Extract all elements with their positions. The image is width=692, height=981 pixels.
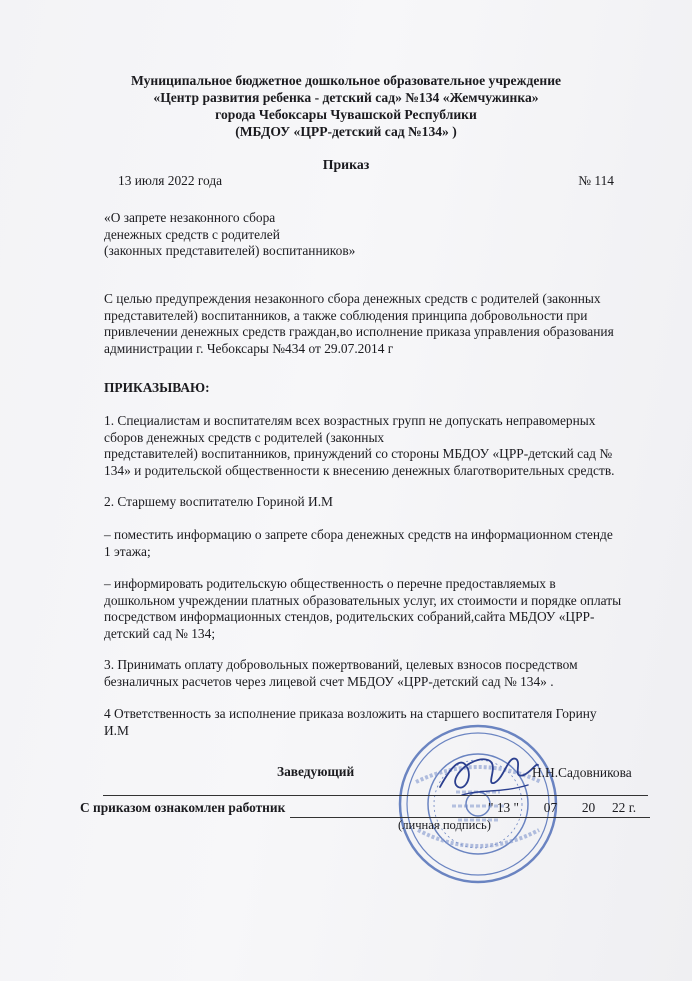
item-2b-line: дошкольном учреждении платных образовательных услуг, их стоимости и порядке оплаты: [104, 592, 622, 608]
item-2b-line: – информировать родительскую общественность о перечне предоставляемых в: [104, 576, 556, 591]
item-4-paragraph: [104, 706, 644, 739]
item-4-line: 4 Ответственность за исполнение приказа возложить на старшего воспитателя Горину: [104, 706, 597, 721]
item-2a-line: – поместить информацию о запрете сбора денежных средств на информационном стенде: [104, 527, 613, 542]
acknowledgement-date: [488, 800, 636, 816]
preamble-line: С целью предупреждения незаконного сбора денежных средств с родителей (законных: [104, 291, 601, 306]
item-3-paragraph: [104, 657, 644, 690]
item-1-line: 134» и родительской общественности к внесению денежных благотворительных средств.: [104, 462, 615, 478]
item-2b-paragraph: [104, 576, 644, 642]
item-3-line: безналичных расчетов через лицевой счет МБДОУ «ЦРР-детский сад № 134» .: [104, 673, 554, 689]
ack-month: 07: [543, 800, 558, 815]
item-2a-line: 1 этажа;: [104, 543, 151, 559]
ack-day: " 13 ": [488, 800, 520, 815]
item-2-heading: 2. Старшему воспитателю Гориной И.М: [104, 494, 333, 509]
subject-line-2: денежных средств с родителей: [104, 226, 280, 242]
order-word: ПРИКАЗЫВАЮ:: [104, 380, 210, 395]
preamble-line: представителей) воспитанников, а также соблюдения принципа добровольности при: [104, 307, 588, 323]
header-line-2: «Центр развития ребенка - детский сад» №134 «Жемчужинка»: [153, 90, 539, 105]
item-2b-line: посредством информационных стендов, родительских собраний,сайта МБДОУ «ЦРР-: [104, 609, 595, 624]
order-date: 13 июля 2022 года: [118, 173, 223, 188]
header-line-1: Муниципальное бюджетное дошкольное образовательное учреждение: [130, 73, 562, 88]
signature-divider: [103, 795, 648, 796]
item-1-paragraph: [104, 413, 644, 479]
order-number: № 114: [578, 173, 614, 188]
subject-line-3: (законных представителей) воспитанников»: [104, 243, 356, 258]
item-2a-paragraph: [104, 527, 644, 560]
item-2b-line: детский сад № 134;: [104, 625, 216, 641]
subject-line-1: «О запрете незаконного сбора: [104, 210, 276, 225]
signature-name: Н.Н.Садовникова: [532, 765, 632, 780]
organization-header: [60, 72, 632, 140]
header-line-4: (МБДОУ «ЦРР-детский сад №134» ): [235, 124, 457, 139]
header-line-3: города Чебоксары Чувашской Республики: [215, 107, 477, 122]
order-subject: [104, 210, 355, 260]
item-1-line: представителей) воспитанников, принуждений со стороны МБДОУ «ЦРР-детский сад №: [104, 446, 613, 461]
signature-position: Заведующий: [277, 764, 355, 779]
preamble-line: привлечении денежных средств граждан,во исполнение приказа управления образования: [104, 324, 614, 339]
ack-year-prefix: 20: [581, 800, 596, 815]
item-1-line: 1. Специалистам и воспитателям всех возрастных групп не допускать неправомерных: [104, 413, 596, 428]
preamble-line: администрации г. Чебоксары №434 от 29.07.2014 г: [104, 340, 394, 356]
acknowledgement-label: С приказом ознакомлен работник: [80, 800, 286, 815]
signature-caption: (личная подпись): [398, 818, 491, 832]
ack-year-suffix: 22 г.: [611, 800, 637, 815]
preamble-paragraph: [104, 291, 644, 357]
item-1-line: сборов денежных средств с родителей (законных: [104, 429, 385, 445]
item-3-line: 3. Принимать оплату добровольных пожертвований, целевых взносов посредством: [104, 657, 578, 672]
order-title: Приказ: [322, 157, 370, 172]
item-4-line: И.М: [104, 722, 129, 738]
